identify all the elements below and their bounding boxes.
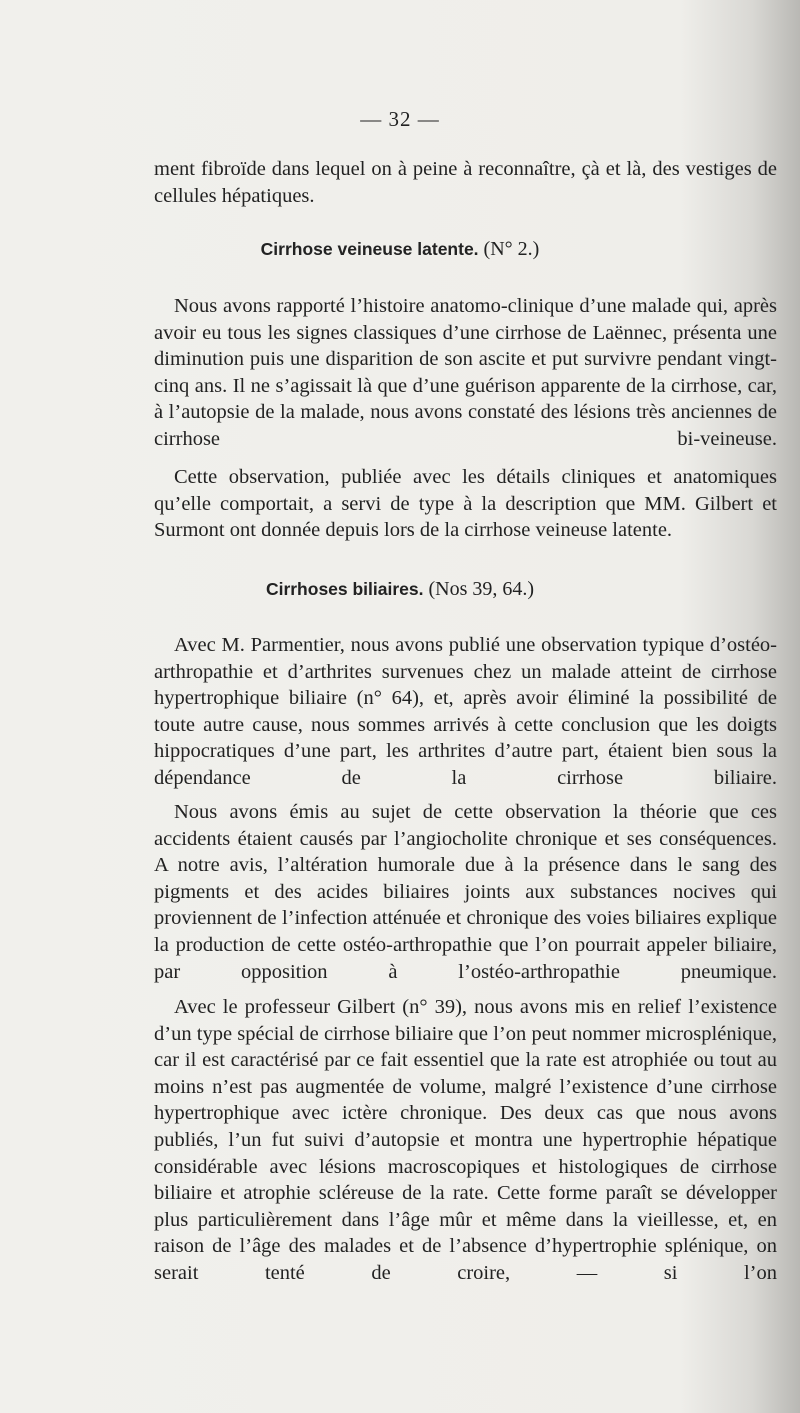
section-heading-cirrhose-veineuse bbox=[0, 238, 800, 261]
intro-paragraph: ment fibroïde dans lequel on à peine à reconnaître, çà et là, des vestiges de cellules hépatiques. bbox=[154, 158, 777, 207]
paragraph: Nous avons rapporté l’histoire anatomo-clinique d’une malade qui, après avoir eu tous les signes classiques d’une cirrhose de Laënnec, présenta une diminution puis une disparition de son ascite et put survivre pendant vingt-cinq ans. Il ne s’agissait là que d’une guérison apparente de la cirrhose, car, à l’autopsie de la malade, nous avons constaté des lésions très anciennes de cirrhose bi-veineuse. bbox=[154, 295, 777, 450]
section-heading-cirrhoses-biliaires bbox=[0, 578, 800, 601]
section-heading-title: Cirrhose veineuse latente. bbox=[260, 239, 479, 259]
page-number: — 32 — bbox=[360, 107, 440, 131]
section-heading-ref: (Nos 39, 64.) bbox=[428, 578, 535, 600]
paragraph: Avec M. Parmentier, nous avons publié une observation typique d’ostéo-arthropathie et d’arthrites survenues chez un malade atteint de cirrhose hypertrophique biliaire (n° 64), et, après avoir éliminé la possibilité de toute autre cause, nous sommes arrivés à cette conclusion que les doigts hippocratiques d’une part, les arthrites d’autre part, étaient bien sous la dépendance de la cirrhose biliaire. bbox=[154, 634, 777, 789]
paragraph: Nous avons émis au sujet de cette observation la théorie que ces accidents étaient causés par l’angiocholite chronique et ses conséquences. A notre avis, l’altération humorale due à la présence dans le sang des pigments et des acides biliaires joints aux substances nocives qui proviennent de l’infection atténuée et chronique des voies biliaires explique la production de cette ostéo-arthropathie que l’on pourrait appeler biliaire, par opposition à l’ostéo-arthropathie pneumique. bbox=[154, 801, 777, 983]
section-heading-ref: (N° 2.) bbox=[483, 238, 540, 260]
section-heading-title: Cirrhoses biliaires. bbox=[265, 579, 424, 599]
paragraph: Cette observation, publiée avec les détails cliniques et anatomiques qu’elle comportait, a servi de type à la description que MM. Gilbert et Surmont ont donnée depuis lors de la cirrhose veineuse latente. bbox=[154, 466, 777, 542]
paragraph: Avec le professeur Gilbert (n° 39), nous avons mis en relief l’existence d’un type spécial de cirrhose biliaire que l’on peut nommer microsplénique, car il est caractérisé par ce fait essentiel que la rate est atrophiée ou tout au moins n’est pas augmentée de volume, malgré l’existence d’une cirrhose hypertrophique avec ictère chronique. Des deux cas que nous avons publiés, l’un fut suivi d’autopsie et montra une hypertrophie hépatique considérable avec lésions macroscopiques et histologiques de cirrhose biliaire et atrophie scléreuse de la rate. Cette forme paraît se développer plus particulièrement dans l’âge mûr et même dans la vieillesse, et, en raison de l’âge des malades et de l’absence d’hypertrophie splénique, on serait tenté de croire, — si l’on bbox=[154, 996, 777, 1284]
